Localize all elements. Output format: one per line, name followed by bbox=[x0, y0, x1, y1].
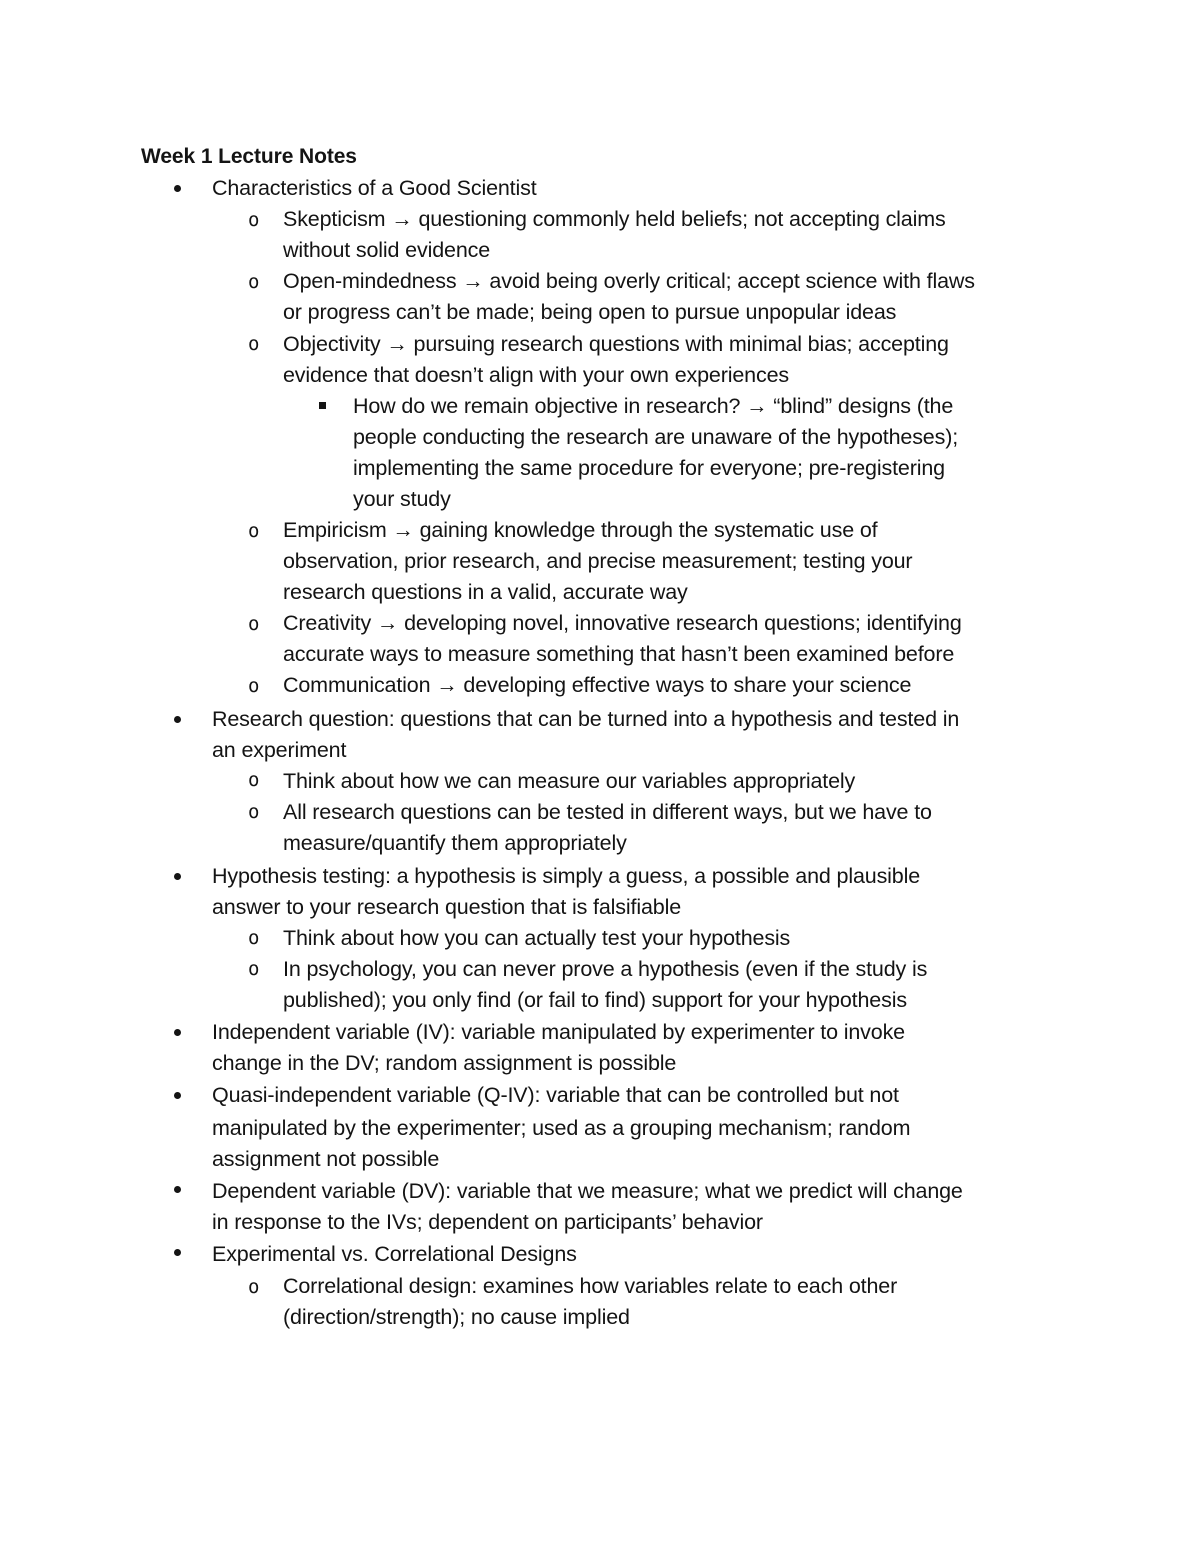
list-item-line: implementing the same procedure for everyone; pre-registering bbox=[353, 456, 945, 480]
sub-bullet-marker: o bbox=[248, 769, 260, 791]
list-item-line: How do we remain objective in research? → “blind” designs (the bbox=[353, 394, 954, 418]
list-item-line: Research question: questions that can be turned into a hypothesis and tested in bbox=[212, 707, 960, 731]
list-item-line: Characteristics of a Good Scientist bbox=[212, 176, 537, 200]
list-item-line: Open-mindedness → avoid being overly critical; accept science with flaws bbox=[283, 269, 975, 293]
list-item-line: Dependent variable (DV): variable that we measure; what we predict will change bbox=[212, 1179, 963, 1203]
list-item-line: (direction/strength); no cause implied bbox=[283, 1305, 630, 1329]
sub-bullet-marker: o bbox=[248, 675, 260, 697]
sub-bullet-marker: o bbox=[248, 271, 260, 293]
sub-bullet-marker: o bbox=[248, 801, 260, 823]
bullet-dot-icon bbox=[174, 185, 181, 192]
list-item-line: an experiment bbox=[212, 738, 347, 762]
list-item-line: In psychology, you can never prove a hypothesis (even if the study is bbox=[283, 957, 928, 981]
list-item-line: published); you only find (or fail to find) support for your hypothesis bbox=[283, 988, 907, 1012]
sub-bullet-marker: o bbox=[248, 1276, 260, 1298]
sub-bullet-marker: o bbox=[248, 958, 260, 980]
list-item-line: accurate ways to measure something that hasn’t been examined before bbox=[283, 642, 955, 666]
sub-bullet-marker: o bbox=[248, 333, 260, 355]
sub-bullet-marker: o bbox=[248, 613, 260, 635]
bullet-dot-icon bbox=[174, 1029, 181, 1036]
list-item-line: change in the DV; random assignment is possible bbox=[212, 1051, 677, 1075]
list-item-line: Creativity → developing novel, innovative research questions; identifying bbox=[283, 611, 962, 635]
list-item-line: your study bbox=[353, 487, 451, 511]
square-bullet-icon bbox=[319, 402, 326, 409]
page-title: Week 1 Lecture Notes bbox=[141, 145, 357, 168]
list-item-line: or progress can’t be made; being open to pursue unpopular ideas bbox=[283, 300, 897, 324]
list-item-line: Empiricism → gaining knowledge through the systematic use of bbox=[283, 518, 878, 542]
list-item-line: measure/quantify them appropriately bbox=[283, 831, 627, 855]
list-item-line: Skepticism → questioning commonly held beliefs; not accepting claims bbox=[283, 207, 946, 231]
list-item-line: Objectivity → pursuing research questions with minimal bias; accepting bbox=[283, 332, 949, 356]
list-item-line: Experimental vs. Correlational Designs bbox=[212, 1242, 577, 1266]
list-item-line: answer to your research question that is falsifiable bbox=[212, 895, 682, 919]
list-item-line: Quasi-independent variable (Q-IV): variable that can be controlled but not bbox=[212, 1083, 899, 1107]
bullet-dot-icon bbox=[174, 716, 181, 723]
list-item-line: Communication → developing effective ways to share your science bbox=[283, 673, 912, 697]
bullet-dot-icon bbox=[174, 1249, 181, 1256]
list-item-line: Think about how you can actually test your hypothesis bbox=[283, 926, 791, 950]
sub-bullet-marker: o bbox=[248, 927, 260, 949]
list-item-line: in response to the IVs; dependent on participants’ behavior bbox=[212, 1210, 763, 1234]
list-item-line: Hypothesis testing: a hypothesis is simply a guess, a possible and plausible bbox=[212, 864, 921, 888]
sub-bullet-marker: o bbox=[248, 209, 260, 231]
list-item-line: evidence that doesn’t align with your own experiences bbox=[283, 363, 789, 387]
list-item-line: manipulated by the experimenter; used as a grouping mechanism; random bbox=[212, 1116, 911, 1140]
bullet-dot-icon bbox=[174, 873, 181, 880]
list-item-line: Independent variable (IV): variable manipulated by experimenter to invoke bbox=[212, 1020, 905, 1044]
sub-bullet-marker: o bbox=[248, 520, 260, 542]
list-item-line: people conducting the research are unaware of the hypotheses); bbox=[353, 425, 959, 449]
list-item-line: assignment not possible bbox=[212, 1147, 440, 1171]
list-item-line: All research questions can be tested in different ways, but we have to bbox=[283, 800, 932, 824]
list-item-line: without solid evidence bbox=[283, 238, 491, 262]
bullet-dot-icon bbox=[174, 1092, 181, 1099]
list-item-line: Correlational design: examines how variables relate to each other bbox=[283, 1274, 898, 1298]
list-item-line: research questions in a valid, accurate way bbox=[283, 580, 688, 604]
bullet-dot-icon bbox=[174, 1186, 181, 1193]
list-item-line: Think about how we can measure our variables appropriately bbox=[283, 769, 856, 793]
list-item-line: observation, prior research, and precise measurement; testing your bbox=[283, 549, 913, 573]
